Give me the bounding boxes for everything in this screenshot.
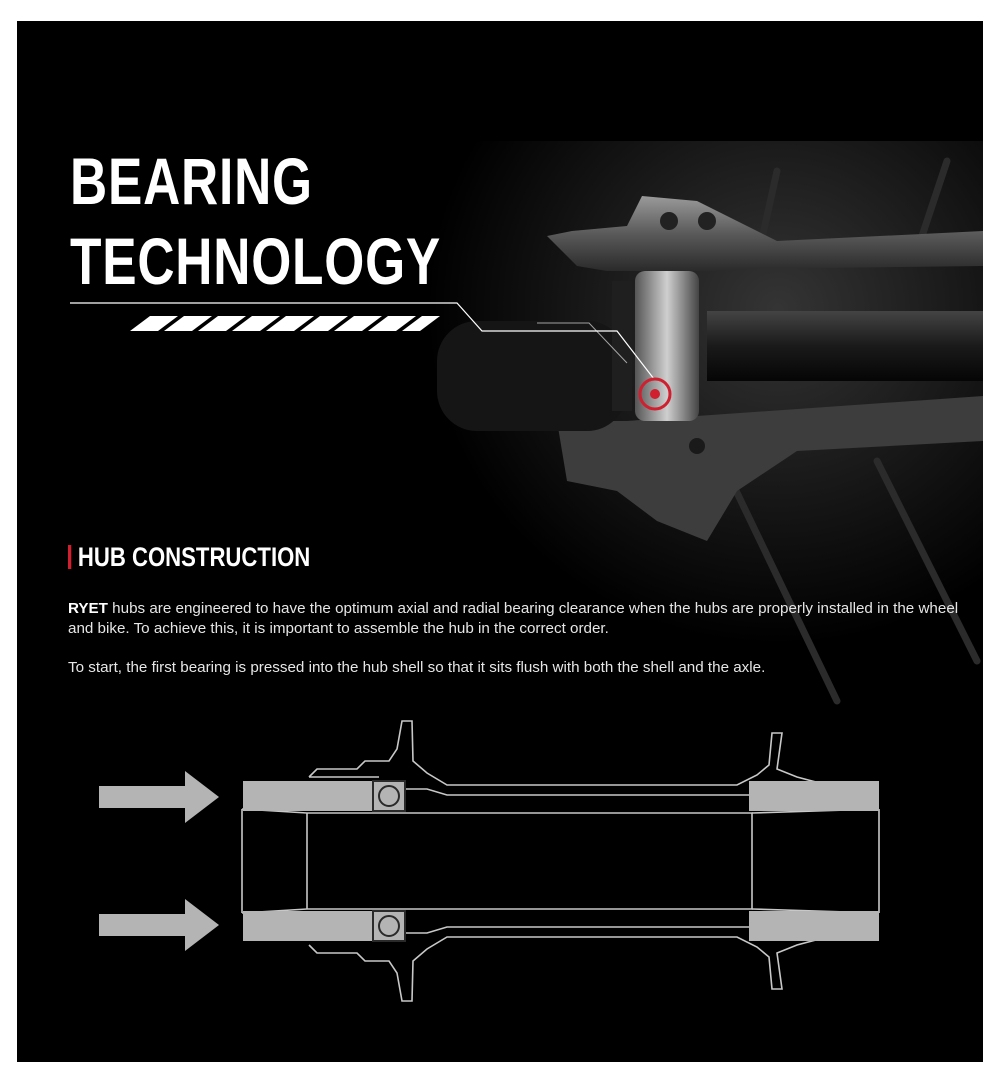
brand-name: RYET <box>68 600 108 617</box>
page-title <box>70 141 441 301</box>
main-panel <box>17 21 983 1062</box>
step-paragraph: To start, the first bearing is pressed into the hub shell so that it sits flush with both the shell and the axle. <box>68 659 766 676</box>
title-line-1: BEARING <box>70 144 313 218</box>
section-heading <box>68 542 310 573</box>
decorative-stripes <box>130 316 440 331</box>
heading-accent-bar <box>68 545 71 569</box>
intro-paragraph <box>68 599 968 639</box>
intro-text: hubs are engineered to have the optimum axial and radial bearing clearance when the hubs are properly installed in the wheel and bike. To achieve this, it is important to assemble the hub in the correct order. <box>68 600 959 637</box>
title-line-2: TECHNOLOGY <box>70 224 442 298</box>
section-heading-text: HUB CONSTRUCTION <box>77 542 311 572</box>
